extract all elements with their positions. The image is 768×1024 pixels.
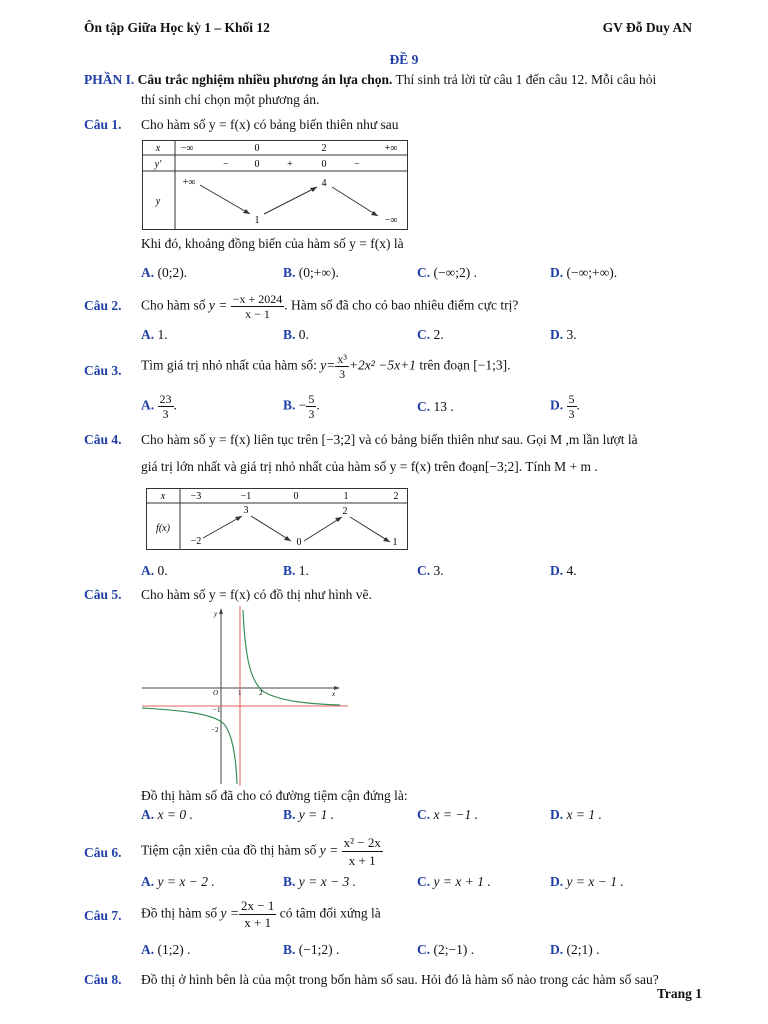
- q4-x-val-4: 2: [393, 491, 399, 502]
- part-bold: Câu trắc nghiệm nhiều phương án lựa chọn.: [137, 72, 393, 87]
- q2-pre: Cho hàm số: [141, 297, 206, 313]
- page-title: ĐỀ 9: [389, 52, 419, 67]
- q4-option-c-key: C.: [417, 563, 431, 578]
- q4-f-val-3: 2: [342, 506, 348, 517]
- q3-num: x³: [337, 352, 347, 366]
- header-left: Ôn tập Giữa Học kỳ 1 – Khối 12: [84, 20, 270, 35]
- q6-option-a-key: A.: [141, 874, 155, 889]
- q3-text: [141, 352, 511, 381]
- q1-option-a-key: A.: [141, 265, 155, 280]
- q7-option-d[interactable]: [550, 942, 600, 958]
- part-rest: Thí sinh trả lời từ câu 1 đến câu 12. Mỗi câu hỏi: [395, 72, 657, 87]
- q1-x-label: x: [155, 143, 161, 154]
- q6-option-c-text: y = x + 1 .: [433, 874, 491, 889]
- q6-option-d-key: D.: [550, 874, 564, 889]
- q5-label-o: O: [213, 689, 219, 697]
- q2-option-b-text: 0.: [298, 327, 309, 342]
- q6-label: Câu 6.: [84, 845, 122, 860]
- q5-label-one: 1: [238, 689, 242, 697]
- q1-option-c-text: (−∞;2) .: [433, 265, 477, 280]
- q5-option-c-key: C.: [417, 807, 431, 822]
- q6-fraction: [342, 834, 383, 869]
- page-number: Trang 1: [656, 986, 702, 1001]
- q3-option-a-num: 23: [159, 392, 172, 406]
- q8-label: Câu 8.: [84, 972, 122, 987]
- q4-f-val-0: −2: [190, 536, 202, 547]
- q3-option-a-frac: [158, 392, 174, 421]
- q1-option-d[interactable]: [550, 265, 617, 281]
- q4-x-val-1: −1: [240, 491, 252, 502]
- q5-label-x: x: [332, 690, 336, 698]
- q3-option-c-key: C.: [417, 399, 431, 414]
- q4-f-label: f(x): [156, 523, 170, 534]
- q3-option-d-den: 3: [568, 407, 575, 421]
- header-right: GV Đỗ Duy AN: [602, 20, 692, 35]
- q5-option-b[interactable]: [283, 807, 334, 823]
- q4-option-b-key: B.: [283, 563, 296, 578]
- q3-option-d-num: 5: [568, 392, 575, 406]
- q7-option-a-text: (1;2) .: [157, 942, 191, 957]
- q6-option-b-text: y = x − 3 .: [298, 874, 356, 889]
- q3-option-a-text: .: [173, 397, 177, 413]
- q7-lhs: y =: [220, 905, 239, 921]
- q1-yp-val-1: 0: [254, 159, 260, 170]
- q2-label: Câu 2.: [84, 298, 122, 313]
- q1-arrow-down-1: [200, 185, 250, 214]
- q4-option-a[interactable]: [141, 563, 168, 579]
- q2-option-c-key: C.: [417, 327, 431, 342]
- part-heading: [84, 72, 656, 88]
- q7-post: có tâm đối xứng là: [279, 905, 381, 921]
- q3-option-b-key: B.: [283, 397, 296, 413]
- q2-lhs: y =: [208, 297, 228, 313]
- q2-option-d-key: D.: [550, 327, 564, 342]
- q7-option-c[interactable]: [417, 942, 474, 958]
- q6-pre: Tiệm cận xiên của đồ thị hàm số: [141, 842, 317, 858]
- q7-label: Câu 7.: [84, 908, 122, 923]
- q1-option-c[interactable]: [417, 265, 477, 281]
- q1-x-val-1: 0: [254, 143, 260, 154]
- q6-option-b[interactable]: [283, 874, 356, 890]
- q2-option-a-text: 1.: [157, 327, 168, 342]
- q1-option-b[interactable]: [283, 265, 339, 281]
- q2-post: . Hàm số đã cho có bao nhiêu điểm cực trị?: [284, 297, 519, 313]
- q3-option-d-text: .: [576, 397, 580, 413]
- q5-text: Cho hàm số y = f(x) có đồ thị như hình vẽ.: [141, 587, 372, 602]
- q5-option-b-key: B.: [283, 807, 296, 822]
- q5-option-c-text: x = −1 .: [433, 807, 478, 822]
- q1-y-val-1: 1: [254, 215, 260, 226]
- q1-table-svg: [142, 140, 408, 230]
- q5-graph-svg: [142, 606, 348, 786]
- q7-den: x + 1: [244, 915, 272, 930]
- q1-y-val-3: −∞: [384, 215, 398, 226]
- q2-option-d-text: 3.: [566, 327, 577, 342]
- q4-line2: giá trị lớn nhất và giá trị nhỏ nhất của hàm số y = f(x) trên đoạn[−3;2]. Tính M + m .: [141, 459, 598, 474]
- q1-y-val-2: 4: [321, 178, 327, 189]
- q5-curve-right: [243, 610, 340, 705]
- q6-text: [141, 834, 383, 869]
- q1-x-val-3: +∞: [384, 143, 398, 154]
- q1-yp-val-2: +: [287, 159, 293, 170]
- q2-option-b-key: B.: [283, 327, 296, 342]
- q4-f-val-4: 1: [392, 537, 398, 548]
- q3-option-a-key: A.: [141, 397, 155, 413]
- q7-option-a-key: A.: [141, 942, 155, 957]
- q5-option-a[interactable]: [141, 807, 193, 823]
- q4-option-c-text: 3.: [433, 563, 444, 578]
- q5-option-d-text: x = 1 .: [566, 807, 602, 822]
- q5-label-neg2: −2: [211, 726, 219, 734]
- q3-option-b-sign: −: [298, 397, 307, 413]
- q3-pre: Tìm giá trị nhỏ nhất của hàm số:: [141, 357, 317, 373]
- q1-arrow-up: [264, 187, 317, 214]
- q4-option-d-key: D.: [550, 563, 564, 578]
- q1-yp-val-0: −: [223, 159, 229, 170]
- q1-x-val-0: −∞: [180, 143, 194, 154]
- q7-option-d-text: (2;1) .: [566, 942, 600, 957]
- q4-x-val-0: −3: [190, 491, 202, 502]
- q1-variation-table: [142, 140, 408, 234]
- q7-pre: Đồ thị hàm số: [141, 905, 218, 921]
- q5-label-neg1: −1: [213, 706, 221, 714]
- q4-option-c[interactable]: [417, 563, 444, 579]
- q3-option-d-key: D.: [550, 397, 564, 413]
- q1-option-d-text: (−∞;+∞).: [566, 265, 618, 280]
- q3-option-b-frac: [306, 392, 316, 421]
- q8-text: Đồ thị ở hình bên là của một trong bốn hàm số sau. Hỏi đó là hàm số nào trong các hàm số sau?: [141, 972, 659, 987]
- q4-f-val-2: 0: [296, 537, 302, 548]
- q5-curve-left: [142, 708, 237, 784]
- q6-option-b-key: B.: [283, 874, 296, 889]
- q6-option-c[interactable]: [417, 874, 491, 890]
- q4-x-val-3: 1: [343, 491, 349, 502]
- q3-option-b-den: 3: [308, 407, 315, 421]
- q4-line1: Cho hàm số y = f(x) liên tục trên [−3;2] và có bảng biến thiên như sau. Gọi M ,m lần lượt là: [141, 432, 638, 447]
- q7-option-b-key: B.: [283, 942, 296, 957]
- q3-option-d[interactable]: [550, 392, 580, 421]
- q5-option-c[interactable]: [417, 807, 478, 823]
- q7-fraction: [239, 898, 276, 931]
- q5-option-b-text: y = 1 .: [298, 807, 335, 822]
- q3-option-d-frac: [567, 392, 577, 421]
- q3-option-b[interactable]: [283, 392, 320, 421]
- q1-y-val-0: +∞: [182, 177, 196, 188]
- q3-option-c[interactable]: [417, 399, 454, 415]
- q4-option-d[interactable]: [550, 563, 577, 579]
- q1-option-c-key: C.: [417, 265, 431, 280]
- q5-graph: [142, 606, 348, 790]
- q5-option-a-key: A.: [141, 807, 155, 822]
- q1-label: Câu 1.: [84, 117, 122, 132]
- q3-tail: trên đoạn [−1;3].: [419, 357, 511, 373]
- q3-option-a-den: 3: [162, 407, 169, 421]
- q5-label-two: 2: [259, 689, 263, 697]
- q4-option-b-text: 1.: [298, 563, 309, 578]
- q6-option-d[interactable]: [550, 874, 624, 890]
- q3-den: 3: [339, 367, 346, 381]
- q3-option-a[interactable]: [141, 392, 177, 421]
- q4-x-label: x: [160, 491, 166, 502]
- q2-den: x − 1: [245, 307, 270, 321]
- q6-option-d-text: y = x − 1 .: [566, 874, 624, 889]
- q7-option-b-text: (−1;2) .: [298, 942, 340, 957]
- q7-option-a[interactable]: [141, 942, 191, 958]
- q4-variation-table: [146, 488, 408, 554]
- q1-option-d-key: D.: [550, 265, 564, 280]
- q7-option-d-key: D.: [550, 942, 564, 957]
- q4-option-a-key: A.: [141, 563, 155, 578]
- q1-text: Cho hàm số y = f(x) có bảng biến thiên như sau: [141, 117, 399, 132]
- q5-label: Câu 5.: [84, 587, 122, 602]
- q3-lhs: y=: [320, 357, 336, 373]
- q7-option-c-key: C.: [417, 942, 431, 957]
- q6-num: x² − 2x: [343, 835, 381, 850]
- q6-option-a-text: y = x − 2 .: [157, 874, 215, 889]
- q6-option-a[interactable]: [141, 874, 215, 890]
- q2-fraction: [231, 292, 285, 321]
- q4-label: Câu 4.: [84, 432, 122, 447]
- q1-arrow-down-2: [332, 187, 378, 216]
- q4-table-svg: [146, 488, 408, 550]
- q3-option-c-text: 13 .: [433, 399, 454, 414]
- q2-option-d[interactable]: [550, 327, 577, 343]
- q3-option-b-num: 5: [308, 392, 315, 406]
- q6-den: x + 1: [348, 853, 376, 868]
- q2-option-c[interactable]: [417, 327, 444, 343]
- q3-post: +2x² −5x+1: [348, 357, 416, 373]
- q5-text2: Đồ thị hàm số đã cho có đường tiệm cận đứng là:: [141, 788, 408, 803]
- q7-option-c-text: (2;−1) .: [433, 942, 475, 957]
- q1-y-label: y: [155, 196, 161, 207]
- q7-num: 2x − 1: [240, 898, 275, 913]
- q2-option-a[interactable]: [141, 327, 168, 343]
- part-label: PHẦN I.: [84, 72, 135, 87]
- q5-label-y: y: [214, 610, 218, 618]
- q1-option-b-text: (0;+∞).: [298, 265, 339, 280]
- q4-f-val-1: 3: [243, 505, 249, 516]
- q2-num: −x + 2024: [232, 292, 283, 306]
- q5-option-a-text: x = 0 .: [157, 807, 193, 822]
- q1-option-a-text: (0;2).: [157, 265, 188, 280]
- q4-option-d-text: 4.: [566, 563, 577, 578]
- q5-option-d[interactable]: [550, 807, 602, 823]
- q3-fraction: [335, 352, 349, 381]
- q1-x-val-2: 2: [321, 143, 327, 154]
- q1-option-b-key: B.: [283, 265, 296, 280]
- q2-option-c-text: 2.: [433, 327, 444, 342]
- q3-option-b-text: .: [316, 397, 320, 413]
- q2-option-a-key: A.: [141, 327, 155, 342]
- q1-yp-val-4: −: [354, 159, 360, 170]
- q1-option-a[interactable]: [141, 265, 187, 281]
- q4-option-b[interactable]: [283, 563, 309, 579]
- q7-option-b[interactable]: [283, 942, 339, 958]
- q6-lhs: y =: [319, 842, 339, 858]
- q4-option-a-text: 0.: [157, 563, 168, 578]
- q6-option-c-key: C.: [417, 874, 431, 889]
- q1-yp-label: y′: [154, 159, 162, 170]
- q1-text2: Khi đó, khoảng đồng biến của hàm số y = f(x) là: [141, 236, 404, 251]
- part-line2: thí sinh chỉ chọn một phương án.: [141, 92, 320, 107]
- q1-yp-val-3: 0: [321, 159, 327, 170]
- q2-option-b[interactable]: [283, 327, 309, 343]
- q3-label: Câu 3.: [84, 363, 122, 378]
- q5-option-d-key: D.: [550, 807, 564, 822]
- q7-text: [141, 898, 381, 931]
- q4-x-val-2: 0: [293, 491, 299, 502]
- q2-text: [141, 292, 518, 321]
